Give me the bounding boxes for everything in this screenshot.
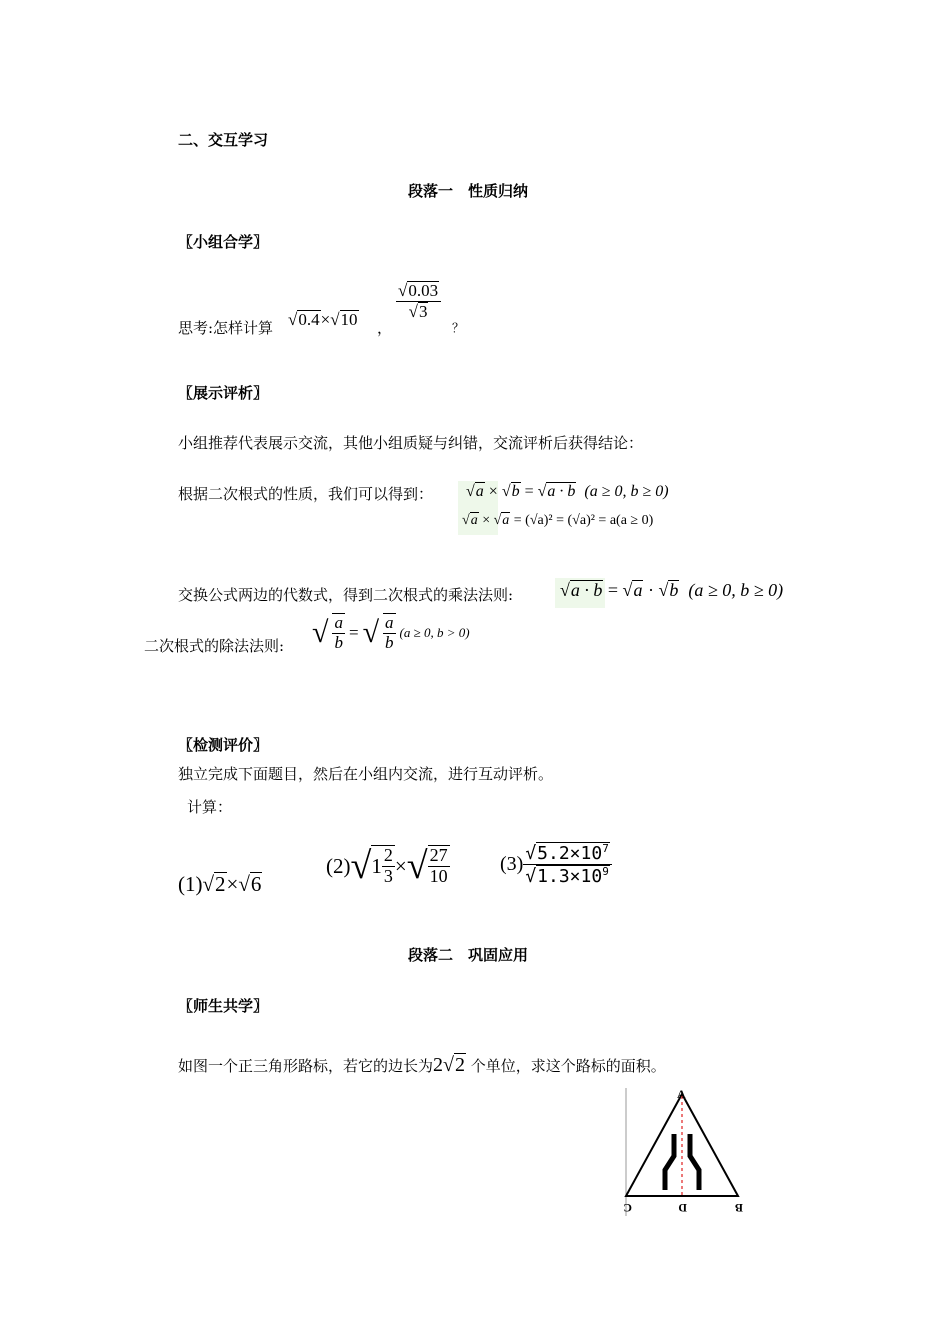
triangle-problem-text: 如图一个正三角形路标，若它的边长为2√2 个单位，求这个路标的面积。 — [178, 1054, 666, 1076]
problem-two: (2) √ 1 $\frac{2}{3}$ × √ $\frac{27}{10}$ — [326, 845, 448, 887]
problem-three: (3) $\frac{√5.2\times 10^7}{√1.3\times 10^9}$ — [500, 842, 612, 887]
vertex-b-label: B — [734, 1201, 743, 1215]
vertex-c-label: C — [623, 1201, 632, 1215]
sqrt-product-expression: √0.4×√10 — [288, 310, 358, 329]
segment-one-title: 段落一 性质归纳 — [408, 182, 529, 200]
problem-one: (1)√2×√6 — [178, 872, 262, 896]
think-prompt: 思考:怎样计算 — [178, 319, 274, 337]
divide-rule-text: 二次根式的除法法则: — [144, 637, 285, 655]
section-heading: 二、交互学习 — [178, 131, 269, 149]
property-formula-two: √a × √a = (√a)² = (√a)² = a(a ≥ 0) — [462, 513, 654, 528]
comma: ， — [377, 319, 393, 337]
left-lane-mark — [665, 1134, 674, 1190]
segment-two-title: 段落二 巩固应用 — [408, 946, 529, 964]
analysis-intro: 小组推荐代表展示交流，其他小组质疑与纠错，交流评析后获得结论： — [178, 434, 644, 452]
right-lane-mark — [690, 1134, 699, 1190]
group-study-label: 〖小组合学〗 — [178, 233, 269, 251]
sqrt-quotient-expression: $\frac{√0.03}{√3}$ — [396, 281, 441, 321]
evaluation-instruction: 独立完成下面题目，然后在小组内交流，进行互动评析。 — [178, 765, 554, 783]
joint-study-label: 〖师生共学〗 — [178, 997, 269, 1015]
analysis-label: 〖展示评析〗 — [178, 384, 269, 402]
road-sign-figure — [620, 1086, 750, 1218]
property-text: 根据二次根式的性质，我们可以得到： — [178, 485, 434, 503]
property-formula-one: √a × √b = √a · b (a ≥ 0, b ≥ 0) — [466, 483, 669, 500]
question-mark: ？ — [452, 321, 465, 335]
evaluation-label: 〖检测评价〗 — [178, 736, 269, 754]
multiply-rule-formula: √a · b = √a · √b (a ≥ 0, b ≥ 0) — [560, 580, 784, 600]
point-d-label: D — [678, 1201, 687, 1215]
vertex-a-label: A — [677, 1087, 686, 1101]
multiply-rule-text: 交换公式两边的代数式，得到二次根式的乘法法则: — [178, 586, 514, 604]
calc-label: 计算： — [187, 798, 233, 816]
divide-rule-formula: √ $\frac{a}{b}$ = √ $\frac{a}{b}$ (a ≥ 0, b > 0) — [312, 613, 470, 652]
